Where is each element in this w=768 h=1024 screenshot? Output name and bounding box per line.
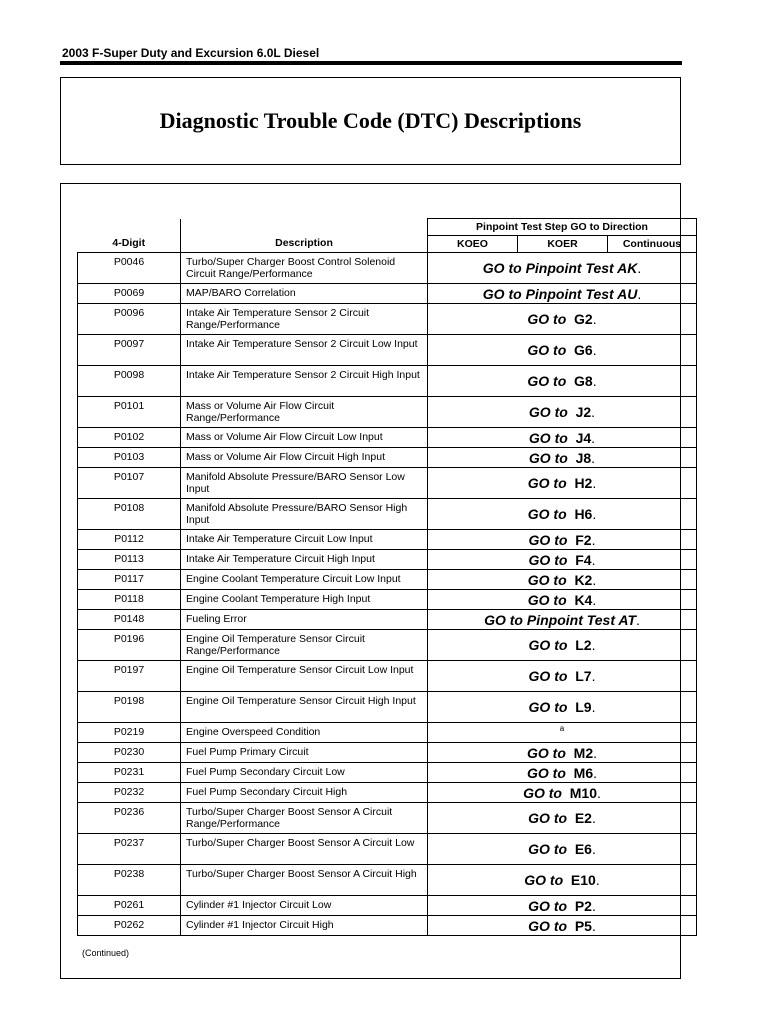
pinpoint-step: H6 [574, 506, 593, 522]
dtc-description: Engine Overspeed Condition [181, 723, 428, 743]
dtc-code: P0236 [78, 803, 181, 834]
table-row [78, 896, 697, 916]
col-header-koer: KOER [518, 236, 608, 253]
dtc-code: P0117 [78, 570, 181, 590]
dtc-code: P0230 [78, 743, 181, 763]
go-to-direction: GO to P5. [428, 916, 697, 936]
go-to-label: GO to [528, 531, 568, 548]
go-to-label: GO to [528, 637, 568, 653]
go-to-direction: GO to Pinpoint Test AU. [428, 284, 697, 304]
col-header-code: 4-Digit [78, 219, 181, 253]
go-to-label: GO to [527, 591, 567, 608]
dtc-table [77, 218, 697, 936]
dtc-description: Manifold Absolute Pressure/BARO Sensor High Input [181, 499, 428, 530]
go-to-label: GO to [527, 342, 567, 358]
table-row [78, 530, 697, 550]
table-row [78, 468, 697, 499]
go-to-label: GO to [527, 373, 567, 389]
dtc-code: P0237 [78, 834, 181, 865]
table-row [78, 397, 697, 428]
go-to-direction: GO to Pinpoint Test AT. [428, 610, 697, 630]
dtc-description: Manifold Absolute Pressure/BARO Sensor Low Input [181, 468, 428, 499]
table-row [78, 834, 697, 865]
pinpoint-step: J8 [575, 449, 592, 466]
dtc-description: Cylinder #1 Injector Circuit Low [181, 896, 428, 916]
table-row [78, 692, 697, 723]
table-row [78, 916, 697, 936]
go-to-label: GO to Pinpoint Test AT [484, 611, 637, 628]
pinpoint-step: G6 [574, 342, 593, 358]
pinpoint-step: E10 [570, 872, 596, 888]
go-to-direction: GO to G2. [428, 304, 697, 335]
go-to-direction: GO to Pinpoint Test AK. [428, 253, 697, 284]
go-to-direction: GO to G6. [428, 335, 697, 366]
go-to-direction [428, 723, 697, 743]
table-row [78, 783, 697, 803]
go-to-direction: GO to M2. [428, 743, 697, 763]
dtc-description: Engine Oil Temperature Sensor Circuit High Input [181, 692, 428, 723]
go-to-direction: GO to H6. [428, 499, 697, 530]
dtc-code: P0097 [78, 335, 181, 366]
dtc-code: P0108 [78, 499, 181, 530]
dtc-description: Engine Oil Temperature Sensor Circuit Low Input [181, 661, 428, 692]
dtc-description: Fuel Pump Secondary Circuit Low [181, 763, 428, 783]
go-to-direction: GO to J8. [428, 448, 697, 468]
go-to-label: GO to [524, 872, 564, 888]
dtc-description: Cylinder #1 Injector Circuit High [181, 916, 428, 936]
go-to-direction: GO to L9. [428, 692, 697, 723]
dtc-code: P0101 [78, 397, 181, 428]
dtc-code: P0219 [78, 723, 181, 743]
col-header-description: Description [181, 219, 428, 253]
go-to-direction: GO to P2. [428, 896, 697, 916]
dtc-code: P0197 [78, 661, 181, 692]
page-title: Diagnostic Trouble Code (DTC) Descriptions [159, 108, 582, 133]
table-row [78, 763, 697, 783]
go-to-direction: GO to J4. [428, 428, 697, 448]
dtc-code: P0107 [78, 468, 181, 499]
go-to-label: GO to [523, 784, 562, 801]
pinpoint-step: L7 [575, 668, 592, 684]
table-row [78, 661, 697, 692]
pinpoint-step: M2 [573, 744, 594, 761]
table-row [78, 428, 697, 448]
table-row [78, 304, 697, 335]
pinpoint-step: E2 [574, 810, 592, 826]
go-to-direction: GO to J2. [428, 397, 697, 428]
dtc-code: P0148 [78, 610, 181, 630]
dtc-description: Intake Air Temperature Sensor 2 Circuit Low Input [181, 335, 428, 366]
table-row [78, 590, 697, 610]
table-row [78, 499, 697, 530]
dtc-description: Intake Air Temperature Sensor 2 Circuit Range/Performance [181, 304, 428, 335]
go-to-label: GO to [527, 311, 567, 327]
dtc-code: P0198 [78, 692, 181, 723]
dtc-code: P0098 [78, 366, 181, 397]
dtc-description: Mass or Volume Air Flow Circuit Low Input [181, 428, 428, 448]
pinpoint-step: F4 [575, 551, 592, 568]
dtc-description: Turbo/Super Charger Boost Sensor A Circuit Low [181, 834, 428, 865]
dtc-description: Engine Coolant Temperature High Input [181, 590, 428, 610]
dtc-code: P0238 [78, 865, 181, 896]
title-box [60, 77, 681, 165]
table-box [60, 183, 681, 979]
go-to-label: GO to [528, 699, 568, 715]
dtc-description: Fueling Error [181, 610, 428, 630]
footnote-marker: a [559, 724, 565, 733]
dtc-description: Mass or Volume Air Flow Circuit High Input [181, 448, 428, 468]
go-to-direction: GO to G8. [428, 366, 697, 397]
dtc-description: MAP/BARO Correlation [181, 284, 428, 304]
header-rule [60, 61, 682, 65]
table-row [78, 743, 697, 763]
dtc-code: P0096 [78, 304, 181, 335]
go-to-label: GO to [528, 449, 568, 466]
pinpoint-step: G2 [574, 311, 593, 327]
table-row [78, 550, 697, 570]
pinpoint-step: J2 [575, 404, 592, 420]
table-row [78, 723, 697, 743]
pinpoint-step: P5 [574, 917, 592, 934]
go-to-direction: GO to K4. [428, 590, 697, 610]
go-to-label: GO to [527, 506, 567, 522]
table-row [78, 366, 697, 397]
dtc-code: P0261 [78, 896, 181, 916]
go-to-label: GO to [528, 404, 568, 420]
go-to-direction: GO to M6. [428, 763, 697, 783]
running-header: 2003 F-Super Duty and Excursion 6.0L Diesel [62, 46, 320, 60]
go-to-label: GO to Pinpoint Test AU [482, 285, 638, 302]
table-row [78, 630, 697, 661]
dtc-description: Turbo/Super Charger Boost Control Solenoid Circuit Range/Performance [181, 253, 428, 284]
go-to-label: GO to [528, 897, 568, 914]
go-to-direction: GO to F2. [428, 530, 697, 550]
pinpoint-step: K4 [574, 591, 593, 608]
go-to-direction: GO to H2. [428, 468, 697, 499]
go-to-direction: GO to E6. [428, 834, 697, 865]
go-to-label: GO to [527, 475, 567, 491]
dtc-description: Mass or Volume Air Flow Circuit Range/Performance [181, 397, 428, 428]
dtc-code: P0046 [78, 253, 181, 284]
go-to-label: GO to [528, 429, 568, 446]
go-to-direction: GO to K2. [428, 570, 697, 590]
table-row [78, 448, 697, 468]
pinpoint-step: J4 [575, 429, 592, 446]
pinpoint-step: E6 [574, 841, 592, 857]
go-to-label: GO to [528, 668, 568, 684]
dtc-code: P0112 [78, 530, 181, 550]
pinpoint-step: L9 [575, 699, 592, 715]
pinpoint-step: F2 [575, 531, 592, 548]
dtc-description: Intake Air Temperature Circuit Low Input [181, 530, 428, 550]
pinpoint-step: G8 [574, 373, 593, 389]
table-row [78, 335, 697, 366]
go-to-label: GO to [528, 551, 568, 568]
dtc-code: P0102 [78, 428, 181, 448]
dtc-table-body [78, 253, 697, 936]
pinpoint-step: M6 [573, 764, 594, 781]
pinpoint-step: M10 [569, 784, 597, 801]
dtc-description: Fuel Pump Secondary Circuit High [181, 783, 428, 803]
dtc-code: P0113 [78, 550, 181, 570]
table-row [78, 570, 697, 590]
dtc-description: Turbo/Super Charger Boost Sensor A Circuit Range/Performance [181, 803, 428, 834]
dtc-description: Engine Coolant Temperature Circuit Low Input [181, 570, 428, 590]
dtc-code: P0196 [78, 630, 181, 661]
dtc-code: P0262 [78, 916, 181, 936]
dtc-code: P0118 [78, 590, 181, 610]
pinpoint-step: K2 [574, 571, 593, 588]
dtc-code: P0232 [78, 783, 181, 803]
table-row [78, 803, 697, 834]
pinpoint-step: P2 [574, 897, 592, 914]
go-to-direction: GO to E2. [428, 803, 697, 834]
go-to-label: GO to [528, 917, 568, 934]
go-to-label: GO to [527, 571, 567, 588]
table-row [78, 253, 697, 284]
col-header-koeo: KOEO [428, 236, 518, 253]
col-header-group: Pinpoint Test Step GO to Direction [428, 219, 697, 236]
go-to-label: GO to Pinpoint Test AK [482, 260, 638, 276]
go-to-direction: GO to F4. [428, 550, 697, 570]
dtc-description: Fuel Pump Primary Circuit [181, 743, 428, 763]
go-to-label: GO to [528, 810, 568, 826]
table-row [78, 284, 697, 304]
pinpoint-step: H2 [574, 475, 593, 491]
table-row [78, 865, 697, 896]
dtc-code: P0069 [78, 284, 181, 304]
continued-note: (Continued) [82, 948, 130, 958]
pinpoint-step: L2 [575, 637, 592, 653]
dtc-description: Engine Oil Temperature Sensor Circuit Range/Performance [181, 630, 428, 661]
dtc-description: Intake Air Temperature Sensor 2 Circuit High Input [181, 366, 428, 397]
dtc-code: P0103 [78, 448, 181, 468]
dtc-description: Turbo/Super Charger Boost Sensor A Circuit High [181, 865, 428, 896]
col-header-continuous: Continuous [608, 236, 697, 253]
dtc-code: P0231 [78, 763, 181, 783]
go-to-label: GO to [528, 841, 568, 857]
go-to-direction: GO to L7. [428, 661, 697, 692]
go-to-direction: GO to L2. [428, 630, 697, 661]
go-to-direction: GO to M10. [428, 783, 697, 803]
go-to-label: GO to [526, 764, 566, 781]
table-row [78, 610, 697, 630]
go-to-label: GO to [526, 744, 566, 761]
go-to-direction: GO to E10. [428, 865, 697, 896]
dtc-description: Intake Air Temperature Circuit High Input [181, 550, 428, 570]
